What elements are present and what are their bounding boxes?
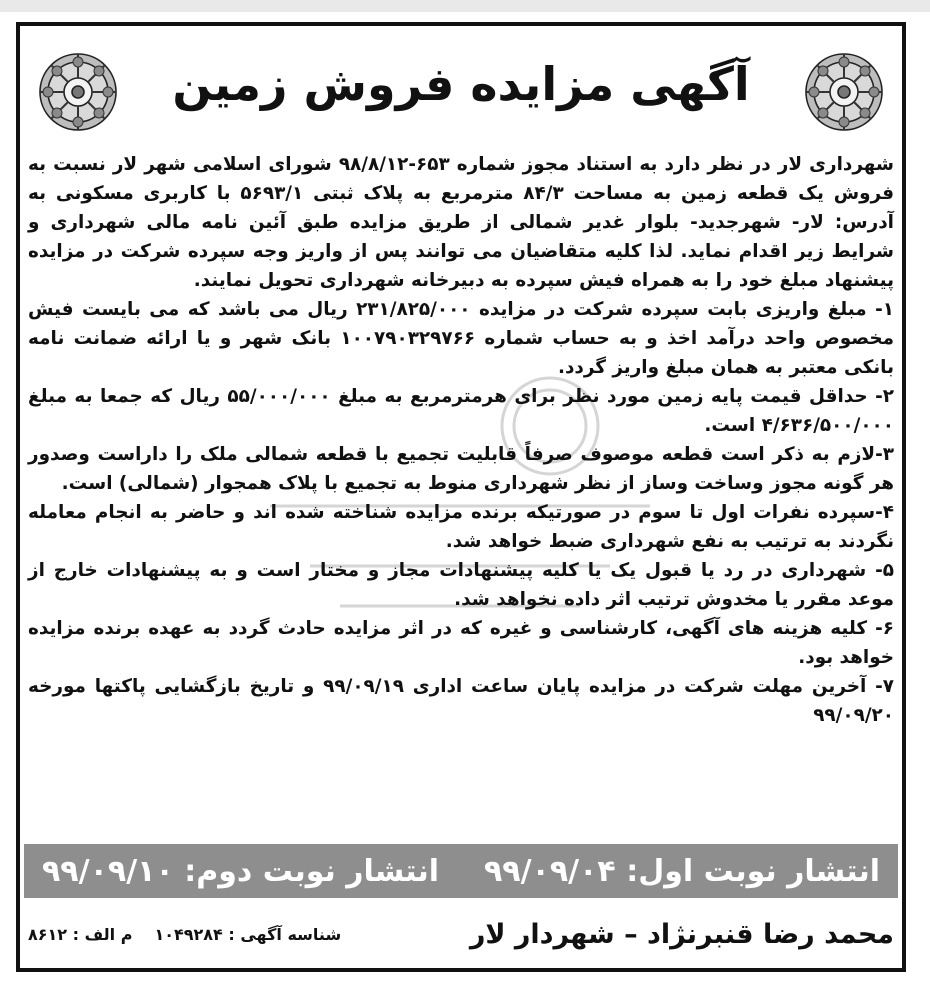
clause-6: ۶- کلیه هزینه های آگهی، کارشناسی و غیره که در اثر مزایده حادث گردد به عهده برنده مزایده خواهد بود.: [28, 618, 894, 668]
clause-5: ۵- شهرداری در رد یا قبول یک یا کلیه پیشنهادات مجاز و مختار است و به پیشنهادات خارج از موعد مقرر یا مخدوش ترتیب اثر داده نخواهد شد.: [28, 560, 894, 610]
clause-2: ۲- حداقل قیمت پایه زمین مورد نظر برای هرمترمربع به مبلغ ۵۵/۰۰۰/۰۰۰ ریال که جمعا به مبلغ ۴/۶۳۶/۵۰۰/۰۰۰ است.: [28, 386, 895, 436]
municipality-emblem-icon: [802, 50, 886, 134]
clause-7: ۷- آخرین مهلت شرکت در مزایده پایان ساعت اداری ۹۹/۰۹/۱۹ و تاریخ بازگشایی پاکتها مورخه ۹۹/۰۹/۲۰: [28, 676, 894, 726]
notice-header: [20, 26, 902, 146]
publication-bar: [24, 844, 898, 898]
notice-title: آگهی مزایده فروش زمین: [172, 57, 750, 111]
ad-id: شناسه آگهی : ۱۰۴۹۲۸۴: [154, 924, 342, 944]
intro-paragraph: شهرداری لار در نظر دارد به استناد مجوز شماره ۶۵۳-۹۸/۸/۱۲ شورای اسلامی شهر لار نسبت به فروش یک قطعه زمین به مساحت ۸۴/۳ مترمربع به پلاک ثبتی ۵۶۹۳/۱ با کاربری مسکونی به آدرس: لار- شهرجدید- بلوار غدیر شمالی از طریق مزایده طبق آئین نامه مالی شهرداری و شرایط زیر اقدام نماید. لذا کلیه متقاضیان می توانند پس از واریز وجه سپرده شرکت در مزایده پیشنهاد مبلغ خود را به همراه فیش سپرده به دبیرخانه شهرداری تحویل نمایند.: [28, 154, 894, 291]
ad-meta: [28, 925, 341, 944]
clause-1: ۱- مبلغ واریزی بابت سپرده شرکت در مزایده ۲۳۱/۸۲۵/۰۰۰ ریال می باشد که می بایست فیش مخصوص واحد درآمد اخذ و به حساب شماره ۱۰۰۷۹۰۳۲۹۷۶۶ بانک شهر و یا ارائه ضمانت نامه بانکی معتبر به همان مبلغ واریز گردد.: [28, 299, 894, 378]
clause-4: ۴-سپرده نفرات اول تا سوم در صورتیکه برنده مزایده شناخته شده اند و حاضر به انجام معامله نگردند به ترتیب به نفع شهرداری ضبط خواهد شد.: [28, 502, 894, 552]
ad-code: م الف : ۸۶۱۲: [28, 924, 133, 944]
first-publication-date: انتشار نوبت اول: ۹۹/۰۹/۰۴: [483, 853, 880, 889]
second-publication-date: انتشار نوبت دوم: ۹۹/۰۹/۱۰: [42, 853, 440, 889]
top-bar: [0, 0, 930, 12]
clause-3: ۳-لازم به ذکر است قطعه موصوف صرفاً قابلیت تجمیع با قطعه شمالی ملک را داراست وصدور هر گونه مجوز وساخت وساز از نظر شهرداری منوط به تجمیع با پلاک همجوار (شمالی) است.: [28, 444, 894, 494]
signer-name: محمد رضا قنبرنژاد – شهردار لار: [469, 918, 894, 950]
notice-footer: [28, 910, 894, 958]
municipality-emblem-icon: [36, 50, 120, 134]
notice-body: [28, 150, 894, 730]
notice-frame: [16, 22, 906, 972]
